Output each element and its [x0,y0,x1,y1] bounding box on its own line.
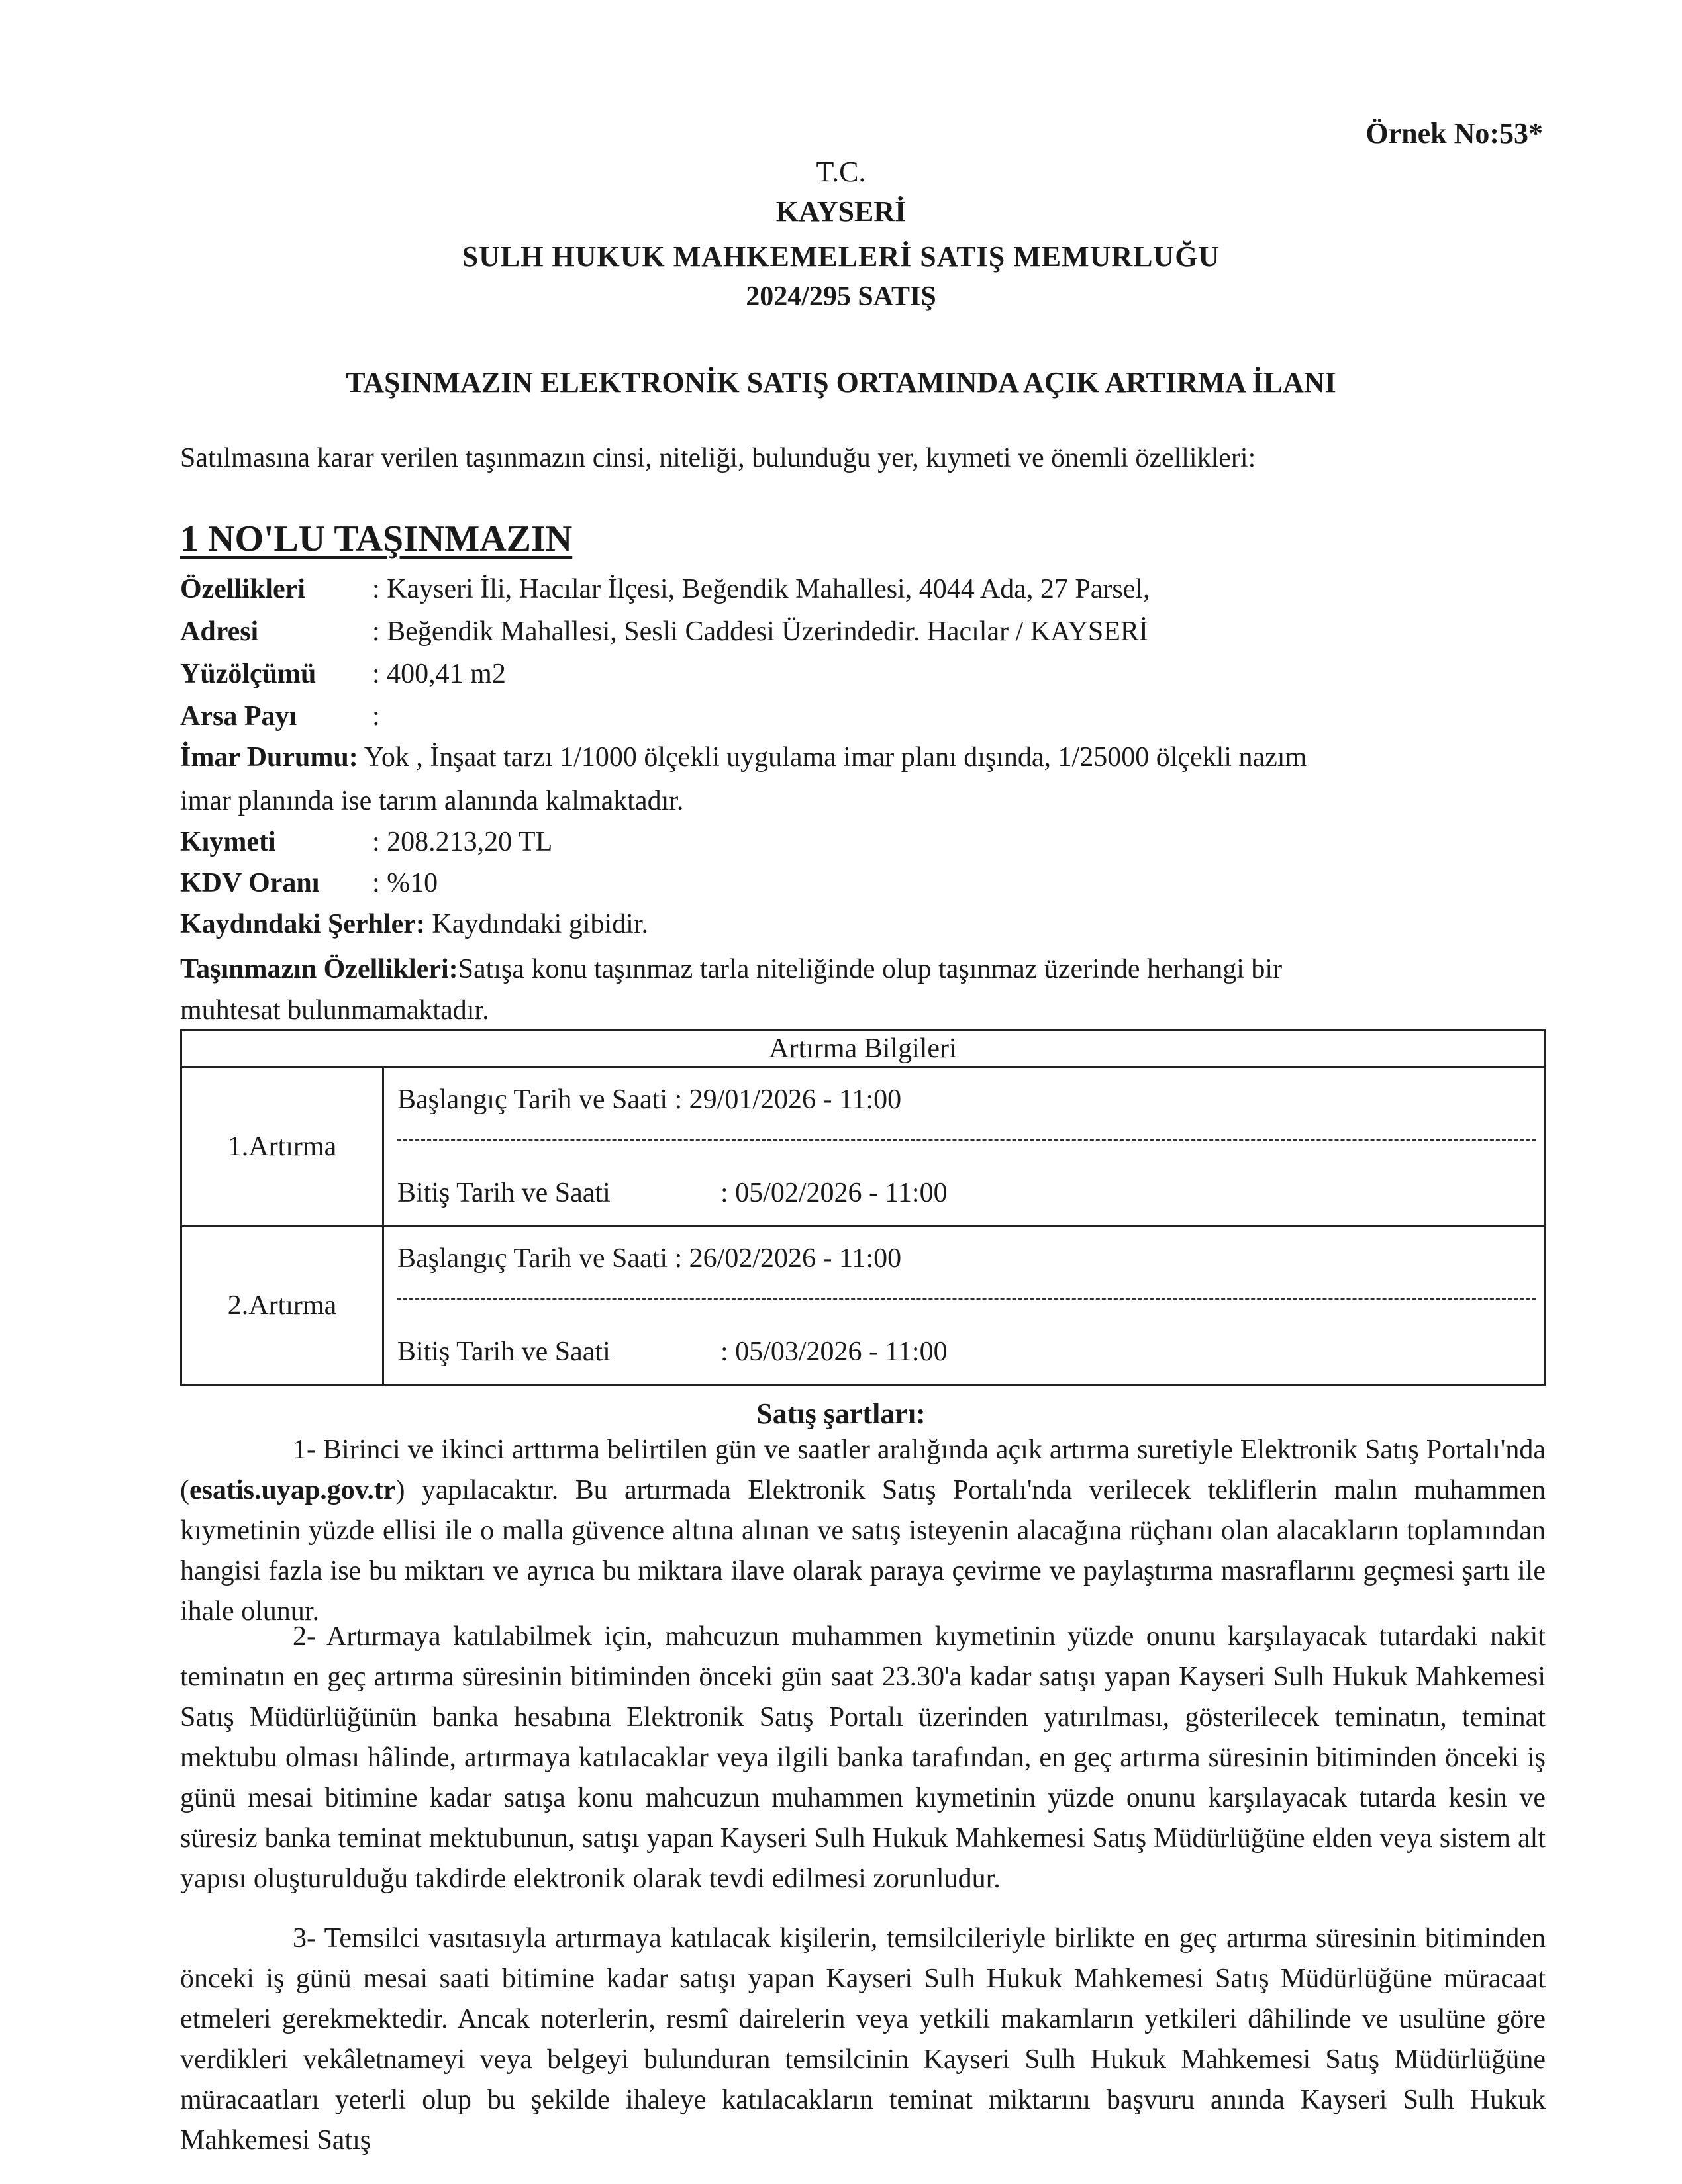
field-serhler [180,908,648,940]
field-value: Satışa konu taşınmaz tarla niteliğinde olup taşınmaz üzerinde herhangi bir [458,954,1283,984]
portal-link[interactable]: esatis.uyap.gov.tr [189,1475,396,1505]
condition-paragraph-1 [180,1430,1546,1632]
field-label: KDV Oranı [180,868,320,898]
condition-text: 2- Artırmaya katılabilmek için, mahcuzun muhammen kıymetinin yüzde onunu karşılayacak tutardaki nakit teminatın en geç artırma süresinin bitiminden önceki gün saat 23.30'a kadar satışı yapan Kayseri Sulh Hukuk Mahkemesi Satış Müdürlüğünün banka hesabına Elektronik Satış Portalı üzerinden yatırılması, gösterilecek teminatın, teminat mektubu olması hâlinde, artırmaya katılacaklar veya ilgili banka tarafından, en geç artırma süresinin bitiminden önceki iş günü mesai bitimine kadar satışa konu mahcuzun muhammen kıymetinin yüzde onunu karşılayacak tutarda kesin ve süresiz banka teminat mektubunun, satışı yapan Kayseri Sulh Hukuk Mahkemesi Satış Müdürlüğüne elden veya sistem alt yapısı oluşturulduğu takdirde elektronik olarak tevdi edilmesi zorunludur. [180,1621,1546,1894]
field-kiymeti [180,826,552,858]
auction-name: 1.Artırma [181,1067,383,1226]
field-adresi [180,616,1148,647]
field-kdv-orani [180,867,438,899]
field-imar-durumu [180,741,1307,773]
document-title: TAŞINMAZIN ELEKTRONİK SATIŞ ORTAMINDA AÇIK ARTIRMA İLANI [346,366,1336,399]
dashed-divider [397,1298,1536,1313]
field-value: : 400,41 m2 [372,659,506,689]
condition-text: 3- Temsilci vasıtasıyla artırmaya katılacak kişilerin, temsilcileriyle birlikte en geç artırma süresinin bitiminden önceki iş günü mesai saati bitimine kadar satışı yapan Kayseri Sulh Hukuk Mahkemesi Satış Müdürlüğüne müracaat etmeleri gerekmektedir. Ancak noterlerin, resmî dairelerin veya yetkili makamların yetkileri dâhilinde ve usulüne göre verdikleri vekâletnameyi veya belgeyi bulunduran temsilcinin Kayseri Sulh Hukuk Mahkemesi Satış Müdürlüğüne müracaatları yeterli olup bu şekilde ihaleye katılacakların teminat miktarını başvuru anında Kayseri Sulh Hukuk Mahkemesi Satış [180,1923,1546,2156]
field-label: Yüzölçümü [180,659,317,689]
end-line [397,1172,1544,1213]
conditions-title: Satış şartları: [756,1398,926,1430]
end-label: Bitiş Tarih ve Saati [397,1337,611,1367]
condition-text: ) yapılacaktır. Bu artırmada Elektronik Satış Portalı'nda verilecek tekliflerin malın muhammen kıymetinin yüzde ellisi ile o malla güvence altına alınan ve satış isteyenin alacağına rüçhanı olan alacakların toplamından hangisi fazla ise bu miktarı ve ayrıca bu miktara ilave olarak paraya çevirme ve paylaştırma masraflarını geçmesi şartı ile ihale olunur. [180,1475,1546,1627]
intro-text: Satılmasına karar verilen taşınmazın cinsi, niteliği, bulunduğu yer, kıymeti ve önemli özellikleri: [180,443,1256,473]
field-label: Taşınmazın Özellikleri: [180,954,458,984]
field-yuzolcumu [180,658,506,690]
field-value: Kaydındaki gibidir. [432,909,649,939]
property-section-title: 1 NO'LU TAŞINMAZIN [180,518,573,559]
header-city: KAYSERİ [775,195,907,228]
field-imar-durumu-cont: imar planında ise tarım alanında kalmaktadır. [180,786,684,816]
start-value: : 26/02/2026 - 11:00 [674,1243,902,1274]
condition-paragraph-3 [180,1919,1546,2161]
start-line [397,1079,1544,1120]
start-label: Başlangıç Tarih ve Saati [397,1243,668,1274]
field-label: Adresi [180,616,259,647]
field-label: Özellikleri [180,574,305,604]
auction-row [181,1226,1545,1385]
start-value: : 29/01/2026 - 11:00 [674,1084,902,1115]
field-value: : Beğendik Mahallesi, Sesli Caddesi Üzerindedir. Hacılar / KAYSERİ [372,616,1148,647]
auction-table-title: Artırma Bilgileri [181,1031,1545,1067]
end-label: Bitiş Tarih ve Saati [397,1178,611,1208]
auction-name: 2.Artırma [181,1226,383,1385]
header-tc: T.C. [816,156,866,188]
field-tasinmaz-ozellikleri-cont: muhtesat bulunmamaktadır. [180,995,489,1025]
auction-dates [383,1067,1545,1226]
dashed-divider [397,1139,1536,1154]
condition-text: 1- Birinci ve ikinci arttırma belirtilen gün ve saatler aralığında açık artırma suretiyle Elektronik Satış Portalı'nda ( [180,1435,1546,1505]
field-label: Arsa Payı [180,701,297,732]
field-label: İmar Durumu: [180,742,358,773]
auction-row [181,1067,1545,1226]
auction-info-table [180,1029,1546,1386]
field-label: Kıymeti [180,827,276,857]
field-value: : [372,701,380,732]
field-arsa-payi [180,700,380,732]
condition-paragraph-2 [180,1617,1546,1899]
field-label: Kaydındaki Şerhler: [180,909,425,939]
header-office: SULH HUKUK MAHKEMELERİ SATIŞ MEMURLUĞU [462,240,1220,273]
field-tasinmaz-ozellikleri [180,953,1282,985]
field-value: : %10 [372,868,438,898]
end-value: : 05/02/2026 - 11:00 [720,1178,948,1208]
field-value: Yok , İnşaat tarzı 1/1000 ölçekli uygulama imar planı dışında, 1/25000 ölçekli nazım [364,742,1307,773]
header-file-number: 2024/295 SATIŞ [746,281,936,312]
field-value: : 208.213,20 TL [372,827,553,857]
sample-number: Örnek No:53* [1365,117,1543,150]
end-value: : 05/03/2026 - 11:00 [720,1337,948,1367]
auction-dates [383,1226,1545,1385]
start-label: Başlangıç Tarih ve Saati [397,1084,668,1115]
field-ozellikleri [180,573,1150,605]
field-value: : Kayseri İli, Hacılar İlçesi, Beğendik Mahallesi, 4044 Ada, 27 Parsel, [372,574,1150,604]
end-line [397,1331,1544,1372]
start-line [397,1238,1544,1279]
